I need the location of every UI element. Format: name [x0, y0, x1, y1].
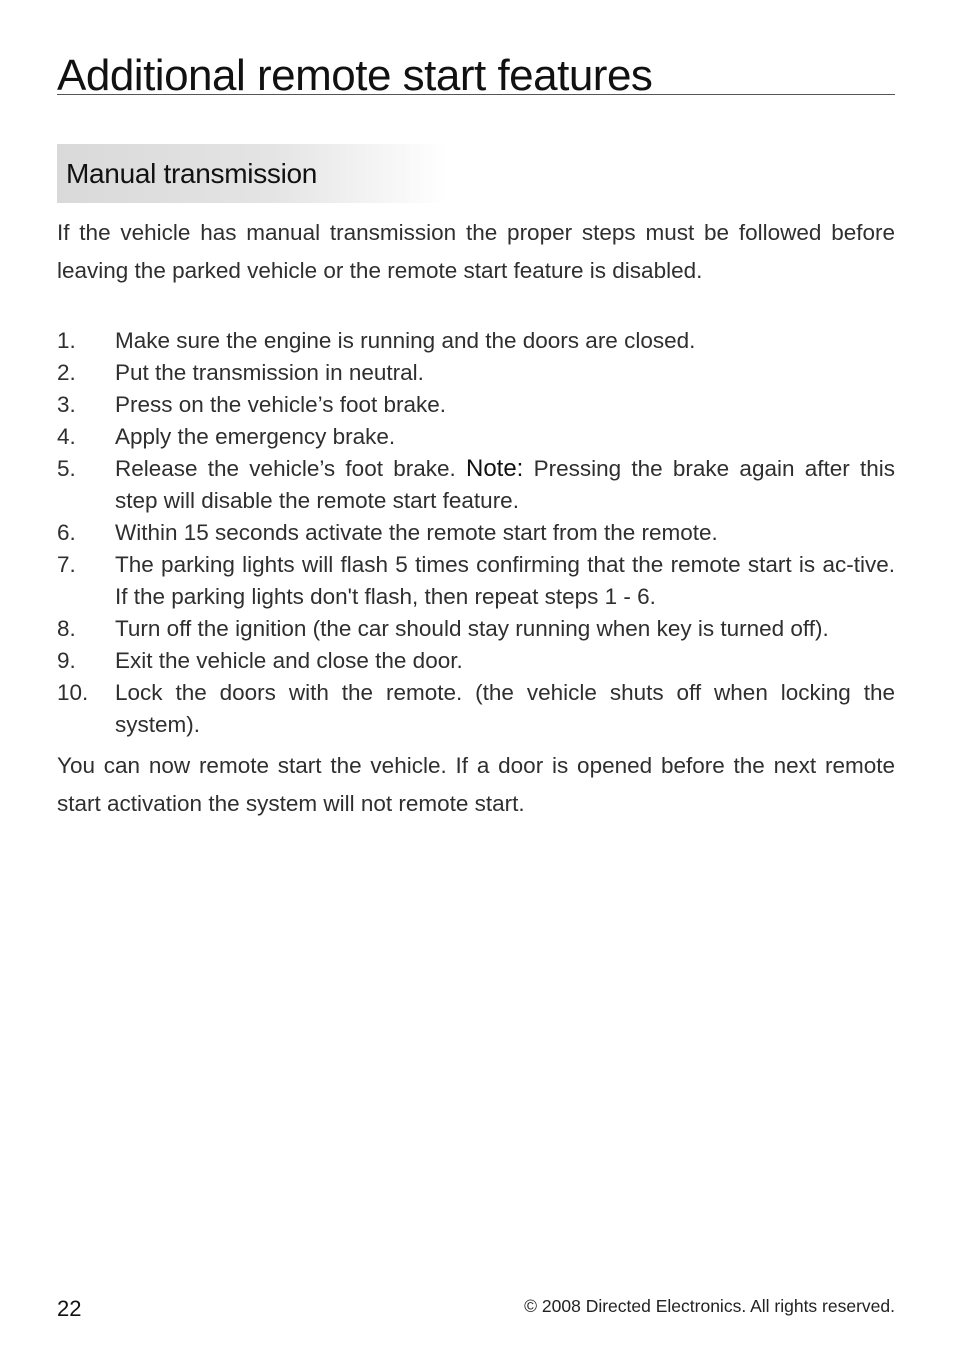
step-item [57, 453, 895, 517]
step-number: 1. [57, 328, 76, 353]
step-text-with-note [115, 453, 895, 517]
step-number: 9. [57, 648, 76, 673]
step-text: Make sure the engine is running and the doors are closed. [115, 328, 696, 353]
step-number: 4. [57, 424, 76, 449]
step-text: Lock the doors with the remote. (the vehicle shuts off when locking the system). [115, 680, 895, 737]
step-item [57, 421, 895, 453]
step-number: 8. [57, 616, 76, 641]
step-text: Press on the vehicle’s foot brake. [115, 392, 447, 417]
step-text: Put the transmission in neutral. [115, 360, 424, 385]
step-number: 7. [57, 552, 76, 577]
step-item [57, 389, 895, 421]
step-number: 6. [57, 520, 76, 545]
note-text: Pressing the brake again after this step will disable the remote start feature. [115, 456, 895, 513]
step-text: Exit the vehicle and close the door. [115, 648, 463, 673]
step-text: The parking lights will flash 5 times confirming that the remote start is ac-tive. If the parking lights don't flash, then repeat steps 1 - 6. [115, 552, 895, 609]
step-item [57, 357, 895, 389]
steps-list [57, 325, 895, 741]
step-item [57, 645, 895, 677]
step-text: Apply the emergency brake. [115, 424, 396, 449]
page-title: Additional remote start features [57, 51, 653, 100]
copyright-notice: © 2008 Directed Electronics. All rights reserved. [524, 1296, 895, 1316]
step-number: 5. [57, 456, 76, 481]
step-number: 3. [57, 392, 76, 417]
step-item [57, 677, 895, 741]
step-number: 10. [57, 680, 89, 705]
step-item [57, 325, 895, 357]
intro-paragraph: If the vehicle has manual transmission the proper steps must be followed before leaving the parked vehicle or the remote start feature is disabled. [57, 220, 895, 283]
step-number: 2. [57, 360, 76, 385]
title-rule [57, 94, 895, 95]
step-text: Release the vehicle’s foot brake. [115, 456, 456, 481]
page-number: 22 [57, 1296, 82, 1321]
step-item [57, 613, 895, 645]
closing-paragraph: You can now remote start the vehicle. If a door is opened before the next remote start activation the system will not remote start. [57, 753, 895, 816]
note-label: Note: [465, 455, 524, 482]
section-title: Manual transmission [66, 158, 318, 189]
step-text: Turn off the ignition (the car should stay running when key is turned off). [115, 616, 829, 641]
step-text: Within 15 seconds activate the remote start from the remote. [115, 520, 718, 545]
step-item [57, 549, 895, 613]
step-item [57, 517, 895, 549]
